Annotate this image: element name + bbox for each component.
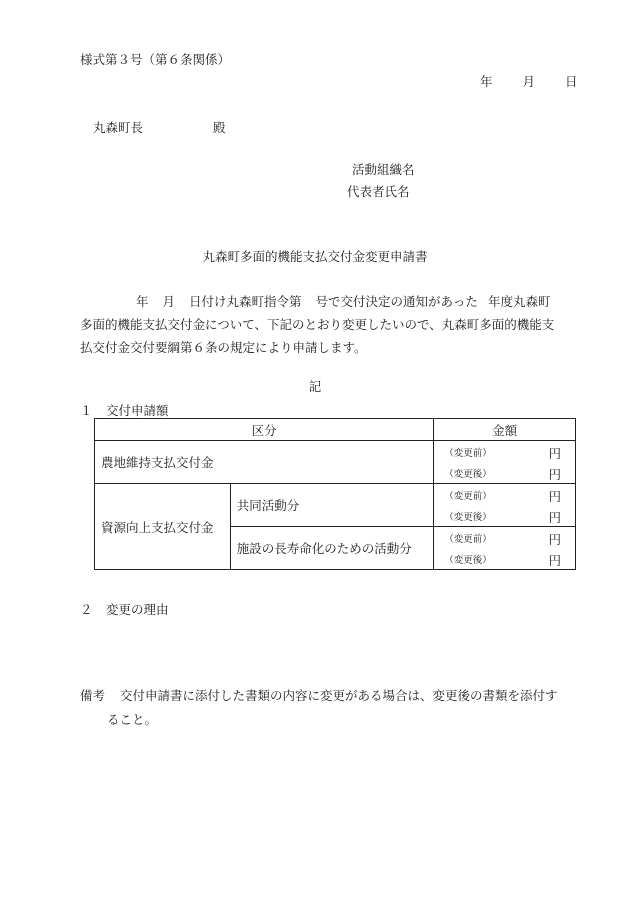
section-2-number: ２ [80, 602, 93, 617]
ki-heading: 記 [308, 379, 322, 394]
date-line [480, 72, 578, 90]
date-year-label: 年 [480, 74, 493, 89]
section-1-number: １ [80, 403, 93, 418]
header-category: 区分 [95, 419, 434, 441]
row-resource-improvement-label: 資源向上支払交付金 [95, 484, 231, 570]
yen-unit: 円 [548, 510, 561, 525]
after-change-label: （変更後） [444, 555, 492, 566]
form-number: 様式第３号（第６条関係） [80, 52, 231, 67]
addressee-honorific: 殿 [213, 120, 226, 135]
yen-unit: 円 [548, 446, 561, 461]
section-1-title: 交付申請額 [106, 403, 169, 418]
representative-name-label: 代表者氏名 [347, 184, 410, 199]
amount-after-cell[interactable] [434, 548, 576, 570]
section-1-heading [80, 401, 169, 419]
row-farmland-maintenance-label: 農地維持支払交付金 [95, 441, 434, 484]
table-row [95, 484, 576, 506]
date-month-label: 月 [522, 74, 536, 89]
before-change-label: （変更前） [444, 448, 492, 459]
organization-name-label: 活動組織名 [352, 162, 415, 177]
amount-after-cell[interactable] [434, 462, 576, 484]
body-notice-text: 号で交付決定の通知があった [315, 294, 478, 309]
body-order-text: 日付け丸森町指令第 [189, 294, 302, 309]
table-header-row [95, 419, 576, 441]
row-joint-activity-label: 共同活動分 [230, 484, 434, 527]
body-fiscal-year-text: 年度丸森町 [487, 294, 551, 309]
remarks-line-1: 交付申請書に添付した書類の内容に変更がある場合は、変更後の書類を添付す [120, 688, 558, 703]
before-change-label: （変更前） [444, 491, 492, 502]
before-change-label: （変更前） [444, 534, 492, 545]
row-facility-longevity-label: 施設の長寿命化のための活動分 [230, 527, 434, 570]
grant-amount-table [94, 418, 576, 570]
header-amount: 金額 [434, 419, 576, 441]
remarks [80, 686, 558, 704]
section-2-title: 変更の理由 [106, 602, 169, 617]
after-change-label: （変更後） [444, 469, 492, 480]
yen-unit: 円 [548, 489, 561, 504]
body-line-1 [80, 290, 585, 313]
section-2-heading [80, 600, 169, 618]
date-day-label: 日 [565, 74, 578, 89]
yen-unit: 円 [548, 532, 561, 547]
after-change-label: （変更後） [444, 512, 492, 523]
yen-unit: 円 [548, 553, 561, 568]
addressee-name: 丸森町長 [93, 120, 144, 135]
amount-before-cell[interactable] [434, 441, 576, 463]
amount-before-cell[interactable] [434, 527, 576, 549]
yen-unit: 円 [548, 467, 561, 482]
amount-before-cell[interactable] [434, 484, 576, 506]
body-line-2: 多面的機能支払交付金について、下記のとおり変更したいので、丸森町多面的機能支 [80, 317, 555, 332]
amount-after-cell[interactable] [434, 505, 576, 527]
table-row [95, 441, 576, 463]
body-line-3: 払交付金交付要綱第６条の規定により申請します。 [80, 340, 367, 355]
body-month-label: 月 [162, 294, 176, 309]
body-paragraph [80, 290, 585, 359]
remarks-line-2: ること。 [107, 712, 158, 727]
body-year-label: 年 [136, 294, 149, 309]
document-title: 丸森町多面的機能支払交付金変更申請書 [202, 249, 428, 264]
remarks-label: 備考 [80, 688, 106, 703]
